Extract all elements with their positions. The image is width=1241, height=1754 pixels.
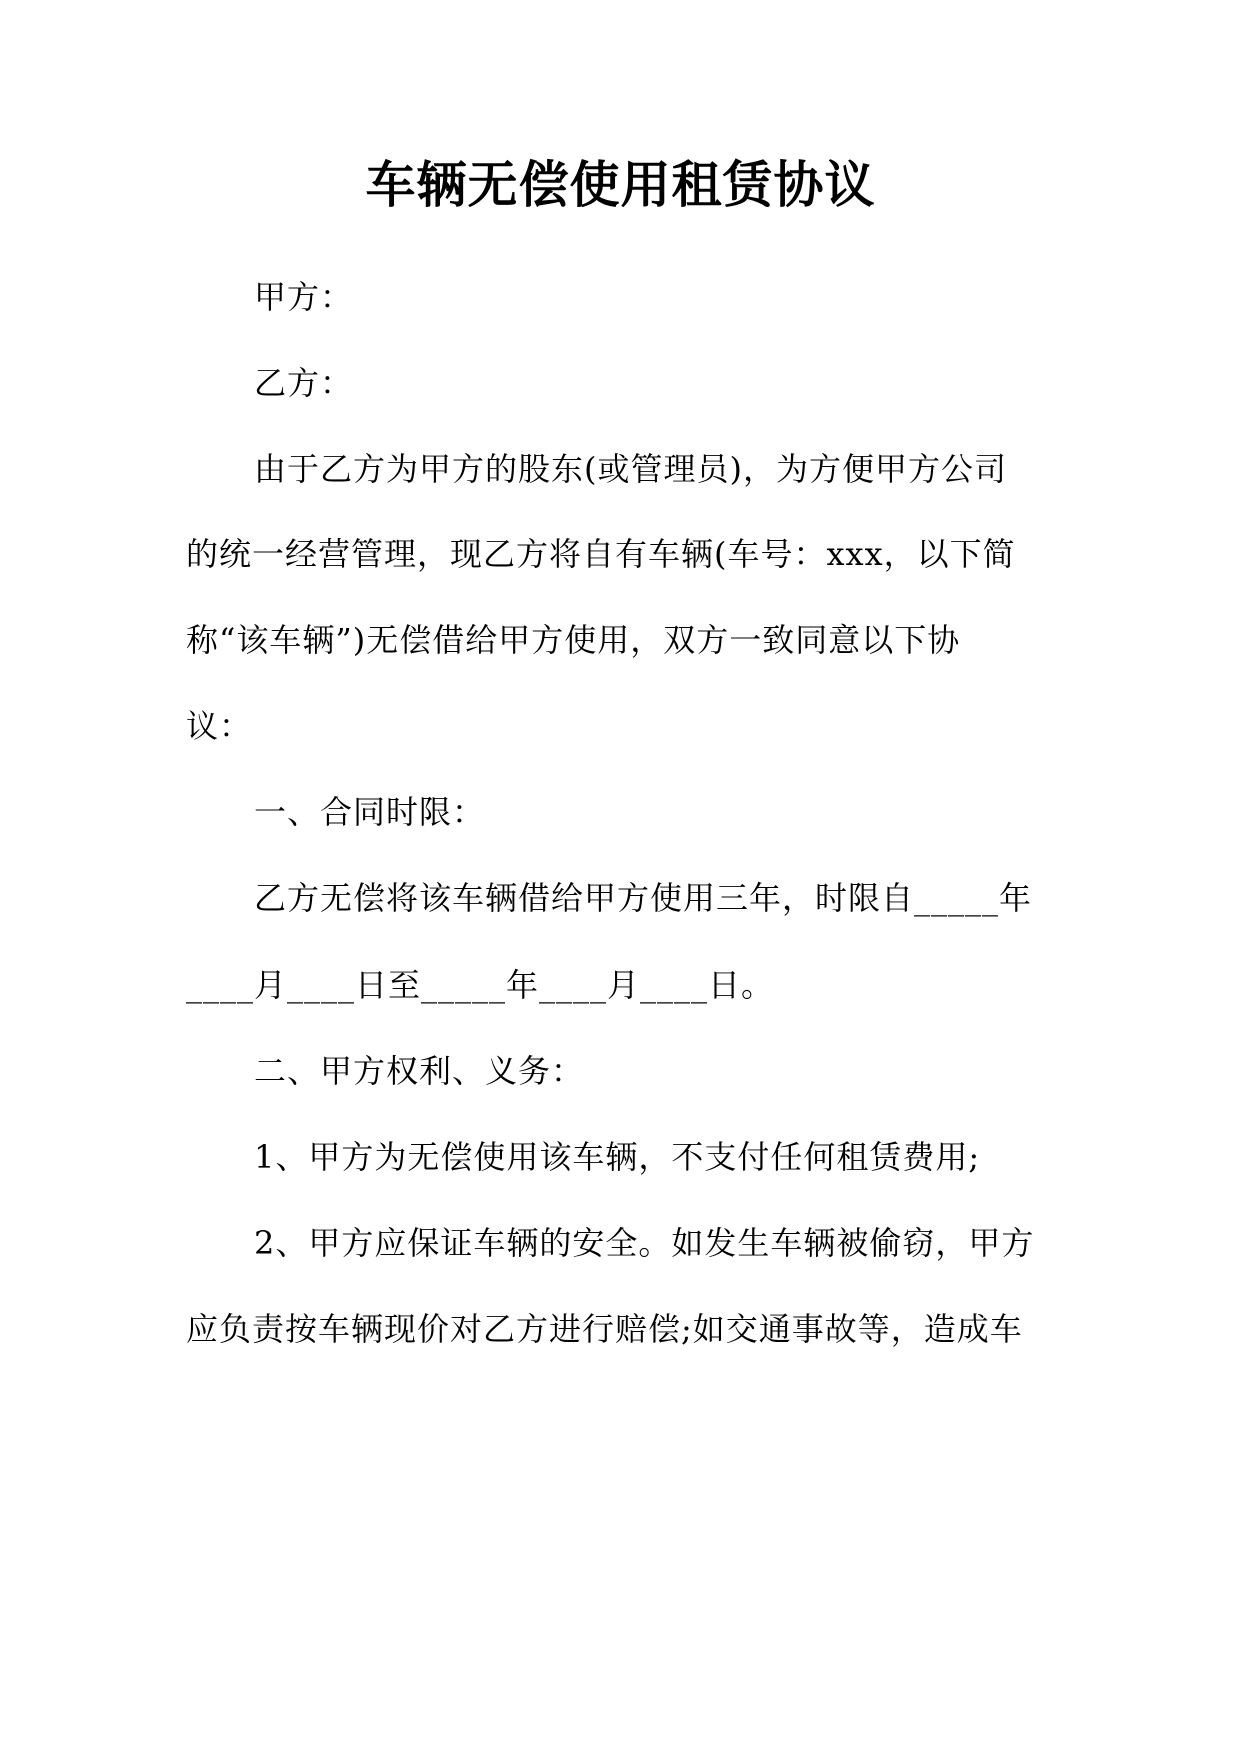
paragraph-line: ____月____日至_____年____月____日。 — [186, 966, 775, 1004]
clause-line: 2、甲方应保证车辆的安全。如发生车辆被偷窃，甲方 — [254, 1224, 1035, 1262]
clause-line: 1、甲方为无偿使用该车辆，不支付任何租赁费用; — [254, 1138, 981, 1176]
paragraph-line: 称“该车辆”)无偿借给甲方使用，双方一致同意以下协 — [186, 621, 961, 659]
paragraph-line: 议： — [186, 707, 253, 745]
party-a-line: 甲方： — [254, 278, 354, 316]
paragraph-line: 的统一经营管理，现乙方将自有车辆(车号：xxx，以下简 — [186, 535, 1016, 573]
paragraph-line: 乙方无偿将该车辆借给甲方使用三年，时限自_____年 — [254, 879, 1033, 917]
party-b-line: 乙方： — [254, 364, 354, 402]
section-heading: 一、合同时限： — [254, 793, 486, 831]
document-title: 车辆无偿使用租赁协议 — [365, 156, 876, 214]
section-heading: 二、甲方权利、义务： — [254, 1052, 585, 1090]
clause-line: 应负责按车辆现价对乙方进行赔偿;如交通事故等，造成车 — [186, 1310, 1023, 1348]
paragraph-line: 由于乙方为甲方的股东(或管理员)，为方便甲方公司 — [254, 450, 1007, 488]
